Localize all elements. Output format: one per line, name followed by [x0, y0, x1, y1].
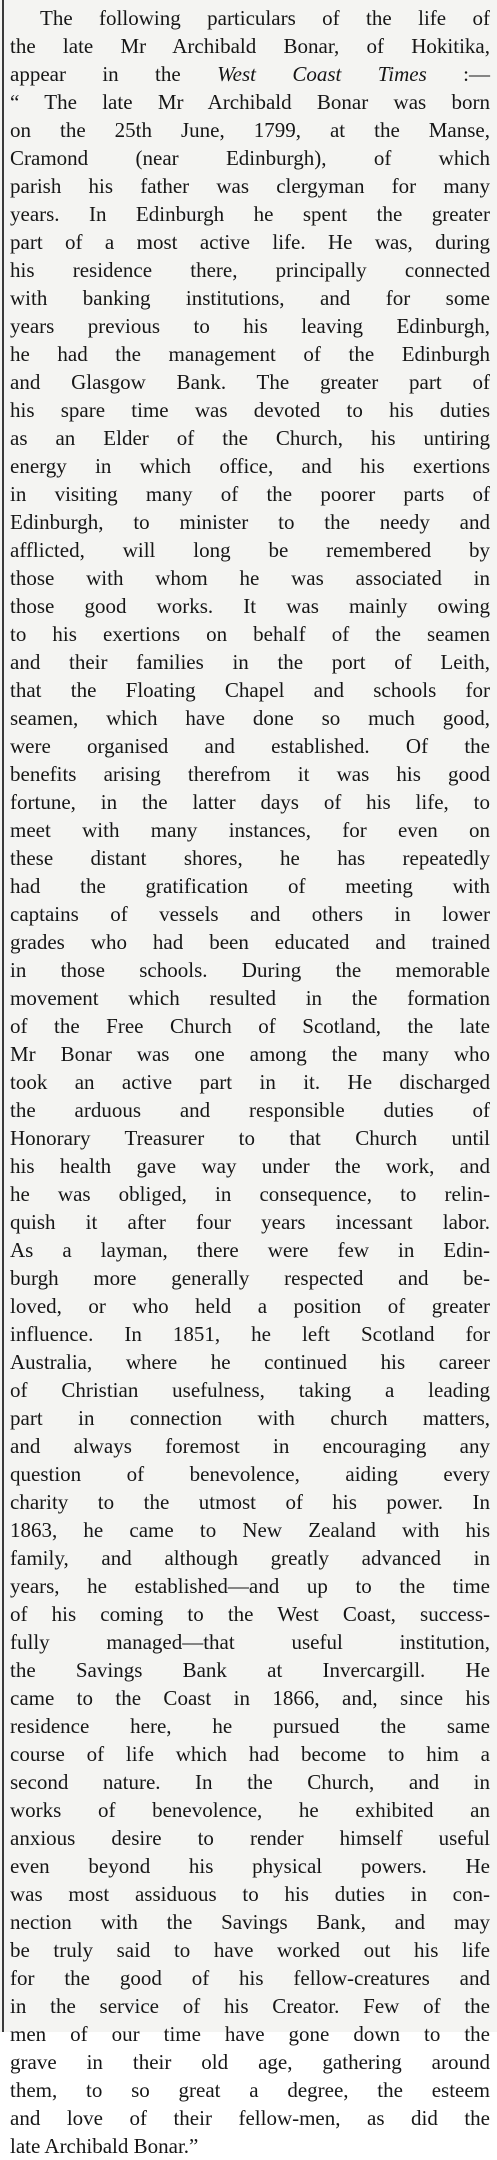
article-line: influence. In 1851, he left Scotland for: [10, 1322, 490, 1346]
article-line: fortune, in the latter days of his life, to: [10, 790, 490, 814]
article-line: Cramond (near Edinburgh), of which: [10, 146, 490, 170]
article-line: nection with the Savings Bank, and may: [10, 1910, 490, 1934]
article-line: to his exertions on behalf of the seamen: [10, 622, 490, 646]
article-line: seamen, which have done so much good,: [10, 706, 490, 730]
article-line: Mr Bonar was one among the many who: [10, 1042, 490, 1066]
article-line: of the Free Church of Scotland, the late: [10, 1014, 490, 1038]
article-line: of Christian usefulness, taking a leading: [10, 1378, 490, 1402]
publication-name: West Coast Times: [217, 62, 427, 86]
article-line: part of a most active life. He was, during: [10, 230, 490, 254]
article-line: for the good of his fellow-creatures and: [10, 1966, 490, 1990]
article-line: part in connection with church matters,: [10, 1406, 490, 1430]
article-line: years previous to his leaving Edinburgh,: [10, 314, 490, 338]
article-line: As a layman, there were few in Edin-: [10, 1238, 490, 1262]
article-line: in the service of his Creator. Few of the: [10, 1994, 490, 2018]
article-line: on the 25th June, 1799, at the Manse,: [10, 118, 490, 142]
article-line: and their families in the port of Leith,: [10, 650, 490, 674]
article-line: and Glasgow Bank. The greater part of: [10, 370, 490, 394]
article-line: benefits arising therefrom it was his good: [10, 762, 490, 786]
article-line: those with whom he was associated in: [10, 566, 490, 590]
article-line: them, to so great a degree, the esteem: [10, 2078, 490, 2102]
article-line: fully managed—that useful institution,: [10, 1630, 490, 1654]
article-line: question of benevolence, aiding every: [10, 1462, 490, 1486]
article-line: men of our time have gone down to the: [10, 2022, 490, 2046]
article-line: late Archibald Bonar.”: [10, 2134, 199, 2158]
article-line: and always foremost in encouraging any: [10, 1434, 490, 1458]
article-line: years, he established—and up to the time: [10, 1574, 490, 1598]
article-line: with banking institutions, and for some: [10, 286, 490, 310]
article-line: grave in their old age, gathering around: [10, 2050, 490, 2074]
article-line: even beyond his physical powers. He: [10, 1854, 490, 1878]
article-line: that the Floating Chapel and schools for: [10, 678, 490, 702]
article-line: grades who had been educated and trained: [10, 930, 490, 954]
article-line: meet with many instances, for even on: [10, 818, 490, 842]
article-line: course of life which had become to him a: [10, 1742, 490, 1766]
article-line: burgh more generally respected and be-: [10, 1266, 490, 1290]
article-line: Honorary Treasurer to that Church until: [10, 1126, 490, 1150]
article-line: second nature. In the Church, and in: [10, 1770, 490, 1794]
article-line: quish it after four years incessant labor.: [10, 1210, 490, 1234]
article-line: those good works. It was mainly owing: [10, 594, 490, 618]
article-line: he was obliged, in consequence, to relin-: [10, 1182, 490, 1206]
article-line: be truly said to have worked out his life: [10, 1938, 490, 1962]
column-rule: [2, 0, 4, 2032]
article-line: “ The late Mr Archibald Bonar was born: [10, 90, 490, 114]
article-line: residence here, he pursued the same: [10, 1714, 490, 1738]
article-line: captains of vessels and others in lower: [10, 902, 490, 926]
article-line: parish his father was clergyman for many: [10, 174, 490, 198]
article-line: in visiting many of the poorer parts of: [10, 482, 490, 506]
article-line: works of benevolence, he exhibited an: [10, 1798, 490, 1822]
article-line-text: appear in the: [10, 62, 218, 86]
article-line: these distant shores, he has repeatedly: [10, 846, 490, 870]
article-line: in those schools. During the memorable: [10, 958, 490, 982]
article-line-text: :—: [426, 62, 490, 86]
article-line: came to the Coast in 1866, and, since his: [10, 1686, 490, 1710]
article-line: movement which resulted in the formation: [10, 986, 490, 1010]
article-line: anxious desire to render himself useful: [10, 1826, 490, 1850]
article-line: the arduous and responsible duties of: [10, 1098, 490, 1122]
article-line: loved, or who held a position of greater: [10, 1294, 490, 1318]
article-line: and love of their fellow-men, as did the: [10, 2106, 490, 2130]
article-line: were organised and established. Of the: [10, 734, 490, 758]
article-line: [10, 60, 490, 88]
article-line: Australia, where he continued his career: [10, 1350, 490, 1374]
article-line: energy in which office, and his exertions: [10, 454, 490, 478]
article-line: afflicted, will long be remembered by: [10, 538, 490, 562]
article-line: was most assiduous to his duties in con-: [10, 1882, 490, 1906]
article-line: he had the management of the Edinburgh: [10, 342, 490, 366]
article-line: charity to the utmost of his power. In: [10, 1490, 490, 1514]
article-line: his residence there, principally connected: [10, 258, 490, 282]
article-line: Edinburgh, to minister to the needy and: [10, 510, 490, 534]
obituary-article: [10, 4, 490, 2160]
article-line: his health gave way under the work, and: [10, 1154, 490, 1178]
article-line: had the gratification of meeting with: [10, 874, 490, 898]
article-line: the Savings Bank at Invercargill. He: [10, 1658, 490, 1682]
article-line: 1863, he came to New Zealand with his: [10, 1518, 490, 1542]
article-line: as an Elder of the Church, his untiring: [10, 426, 490, 450]
article-line: years. In Edinburgh he spent the greater: [10, 202, 490, 226]
article-line: of his coming to the West Coast, success-: [10, 1602, 490, 1626]
article-line: the late Mr Archibald Bonar, of Hokitika,: [10, 34, 490, 58]
article-line: his spare time was devoted to his duties: [10, 398, 490, 422]
article-line: family, and although greatly advanced in: [10, 1546, 490, 1570]
article-line: The following particulars of the life of: [40, 6, 490, 30]
article-line: took an active part in it. He discharged: [10, 1070, 490, 1094]
